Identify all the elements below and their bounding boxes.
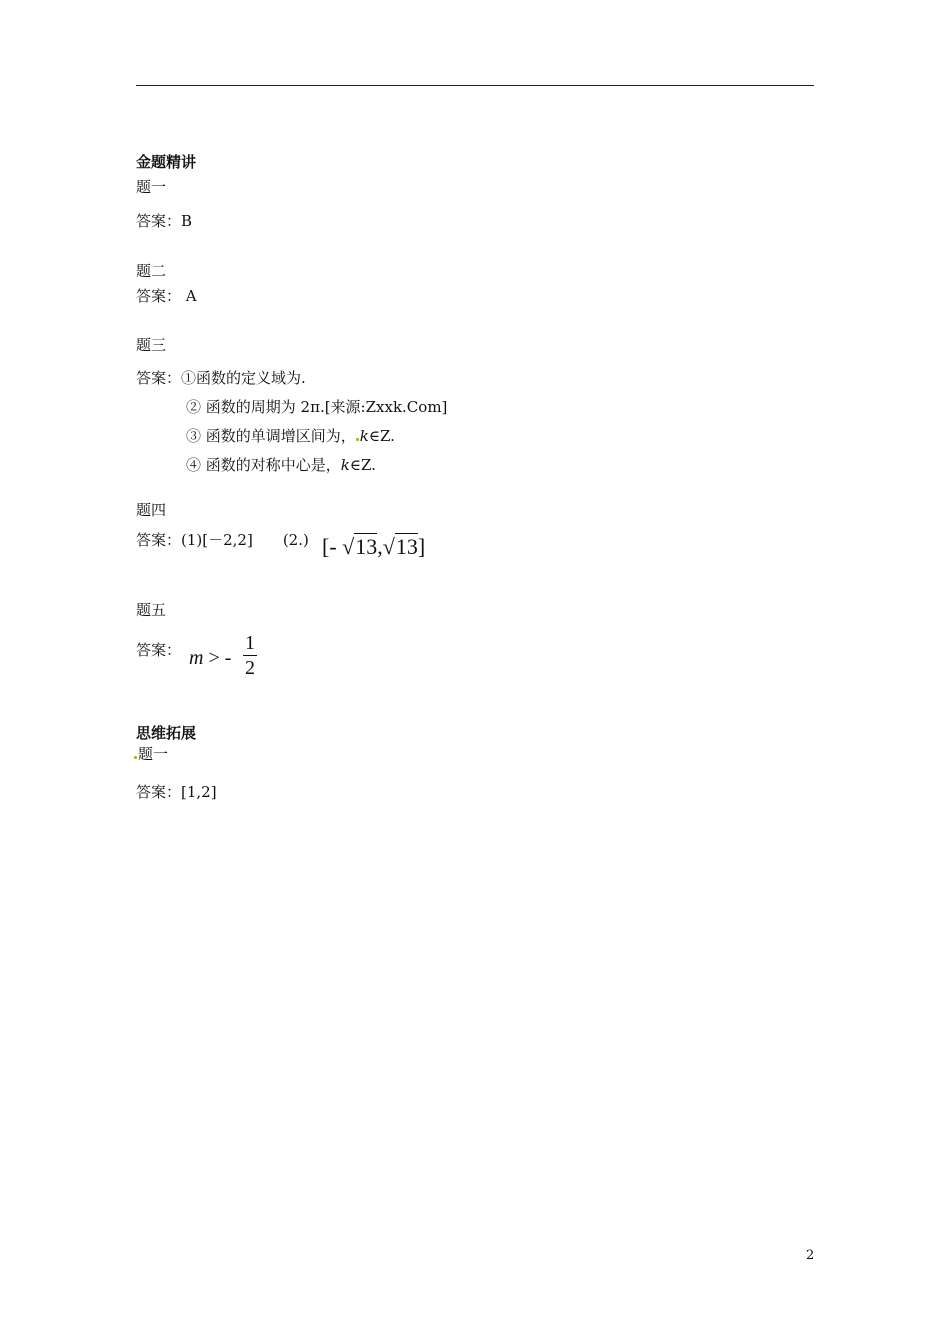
q4-answer-prefix: 答案： xyxy=(136,531,182,549)
q3-line2: ② 函数的周期为 2π.[来源:Zxxk.Com] xyxy=(186,398,448,416)
ext1-label: 题一 xyxy=(138,745,169,763)
q5-denominator: 2 xyxy=(245,657,255,679)
section-title-jinti: 金题精讲 xyxy=(136,153,197,171)
q3-answer-line1 xyxy=(136,369,306,387)
q4-interval-comma: , xyxy=(377,534,383,559)
q1-label: 题一 xyxy=(136,178,167,196)
ext1-answer: 答案：[1,2] xyxy=(136,783,217,801)
q3-line4-post: ∈Z. xyxy=(349,456,376,474)
q1-answer: 答案：B xyxy=(136,212,193,230)
q3-line3-text: ③ 函数的单调增区间为， xyxy=(186,427,356,445)
q3-line4-k: k xyxy=(340,456,350,474)
q4-label: 题四 xyxy=(136,501,167,519)
sqrt-13-b: √13 xyxy=(382,534,418,559)
marker-dot xyxy=(134,756,137,759)
q3-line4 xyxy=(186,456,376,474)
ext1-label-row xyxy=(134,745,168,763)
section-title-siwei: 思维拓展 xyxy=(136,724,197,742)
q4-answer xyxy=(136,531,309,549)
sqrt-13-a: √13 xyxy=(342,534,378,559)
q5-label: 题五 xyxy=(136,601,167,619)
fraction-bar xyxy=(243,655,257,656)
q2-answer: 答案： A xyxy=(136,287,197,305)
radicand-b: 13 xyxy=(395,534,418,559)
q5-expression xyxy=(189,647,231,670)
q5-fraction xyxy=(243,632,257,679)
q3-line4-text: ④ 函数的对称中心是， xyxy=(186,456,341,474)
q3-label: 题三 xyxy=(136,336,167,354)
q5-var: m xyxy=(189,647,204,669)
header-rule xyxy=(136,85,814,86)
q5-op: > - xyxy=(203,647,232,669)
q4-interval xyxy=(322,534,425,560)
q3-line3 xyxy=(186,427,395,445)
q3-answer-prefix: 答案： xyxy=(136,369,182,387)
page-number: 2 xyxy=(806,1248,815,1263)
q4-part1: (1)[－2,2] xyxy=(181,531,253,549)
q4-part2: (2.) xyxy=(282,531,309,549)
q3-line3-k: k xyxy=(359,427,369,445)
q5-numerator: 1 xyxy=(245,632,255,654)
q2-label: 题二 xyxy=(136,262,167,280)
q5-answer-prefix: 答案： xyxy=(136,641,182,659)
radicand-a: 13 xyxy=(355,534,378,559)
q4-interval-open: [- xyxy=(322,534,337,559)
marker-dot xyxy=(356,438,359,441)
q3-line1: ①函数的定义域为. xyxy=(181,369,306,387)
q4-interval-close: ] xyxy=(417,534,426,559)
q3-line3-post: ∈Z. xyxy=(368,427,395,445)
